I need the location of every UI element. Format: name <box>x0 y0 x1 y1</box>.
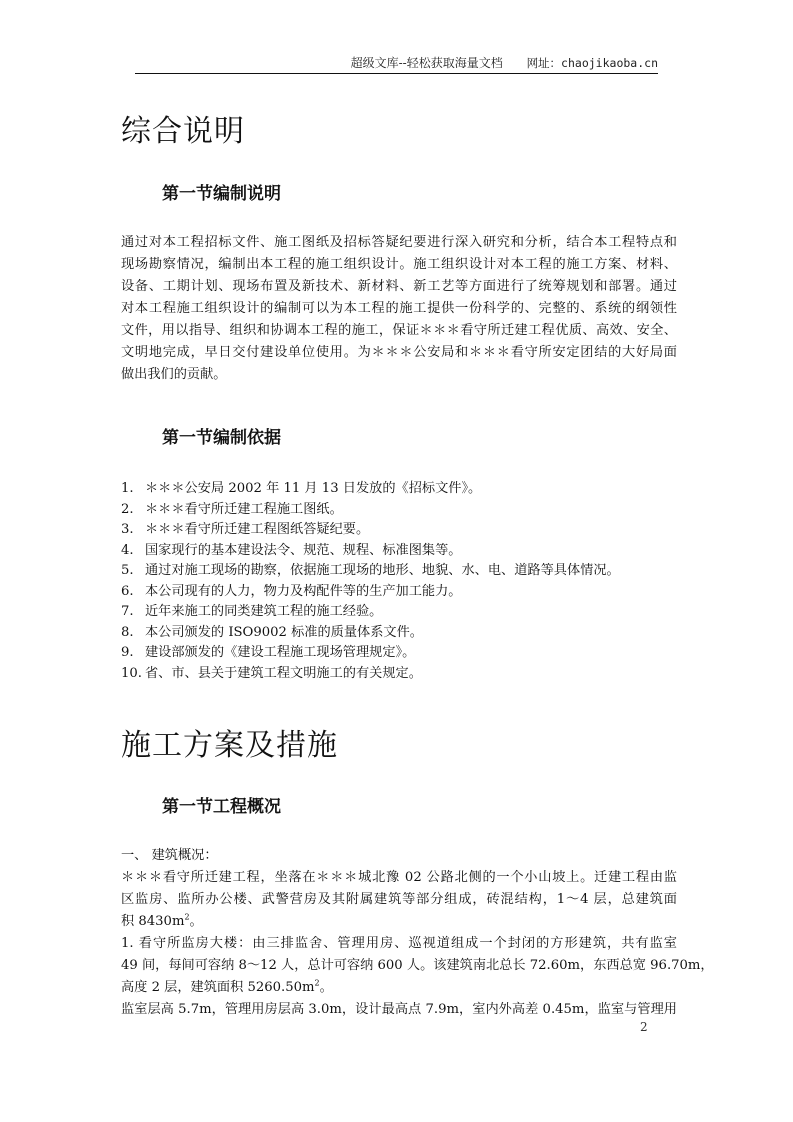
paragraph-line: 做出我们的贡献。 <box>121 367 227 382</box>
paragraph-line: 现场勘察情况，编制出本工程的施工组织设计。施工组织设计对本工程的施工方案、材料、 <box>121 257 677 272</box>
paragraph-line: 对本工程施工组织设计的编制可以为本工程的施工提供一份科学的、完整的、系统的纲领性 <box>121 301 677 316</box>
header-site-name: 超级文库--轻松获取海量文档 <box>350 56 503 70</box>
list-item: 9. 建设部颁发的《建设工程施工现场管理规定》。 <box>121 645 416 660</box>
subsection-title-compilation-basis: 第一节编制依据 <box>162 428 281 448</box>
paragraph-line: 区监房、监所办公楼、武警营房及其附属建筑等部分组成，砖混结构，1～4 层，总建筑面 <box>121 892 677 907</box>
header-rule <box>135 73 658 74</box>
list-item: 10. 省、市、县关于建筑工程文明施工的有关规定。 <box>121 665 422 681</box>
paragraph-line: 文明地完成，早日交付建设单位使用。为＊＊＊公安局和＊＊＊看守所安定团结的大好局面 <box>121 345 677 360</box>
list-item: 3. ＊＊＊看守所迁建工程图纸答疑纪要。 <box>121 522 370 537</box>
list-item: 4. 国家现行的基本建设法令、规范、规程、标准图集等。 <box>121 542 462 558</box>
paragraph-line: 1. 看守所监房大楼：由三排监舍、管理用房、巡视道组成一个封闭的方形建筑，共有监室 <box>121 936 677 951</box>
subsection-title-compilation-notes: 第一节编制说明 <box>162 184 281 204</box>
item-heading: 一、 建筑概况： <box>121 848 218 863</box>
header-url[interactable]: 网址：chaojikaoba.cn <box>526 56 658 70</box>
section-title-overview: 综合说明 <box>121 114 245 149</box>
paragraph-line: 通过对本工程招标文件、施工图纸及招标答疑纪要进行深入研究和分析，结合本工程特点和 <box>121 235 677 250</box>
list-item: 2. ＊＊＊看守所迁建工程施工图纸。 <box>121 501 343 517</box>
paragraph-line: 文件，用以指导、组织和协调本工程的施工，保证＊＊＊看守所迁建工程优质、高效、安全、 <box>121 323 677 338</box>
subsection-title-project-overview: 第一节工程概况 <box>162 797 281 817</box>
compilation-notes-paragraph <box>121 232 677 386</box>
paragraph-line: 高度 2 层，建筑面积 $5260.50m^2$。 <box>121 978 333 995</box>
list-item: 1. ＊＊＊公安局 2002 年 11 月 13 日发放的《招标文件》。 <box>121 481 482 496</box>
paragraph-line: ＊＊＊看守所迁建工程，坐落在＊＊＊城北豫 02 公路北侧的一个小山坡上。迁建工程由监 <box>121 870 677 885</box>
page-number: 2 <box>640 1020 648 1034</box>
list-item: 8. 本公司颁发的 ISO9002 标准的质量体系文件。 <box>121 624 423 640</box>
list-item: 6. 本公司现有的人力，物力及构配件等的生产加工能力。 <box>121 583 462 599</box>
section-title-construction-plan: 施工方案及措施 <box>121 728 338 763</box>
paragraph-line: 积 $8430m^2$。 <box>121 912 203 929</box>
paragraph-line: 49 间，每间可容纳 8～12 人，总计可容纳 600 人。该建筑南北总长 72.60m，东西总宽 96.70m， <box>121 958 714 973</box>
list-item: 5. 通过对施工现场的勘察，依据施工现场的地形、地貌、水、电、道路等具体情况。 <box>121 563 620 578</box>
compilation-basis-list <box>121 479 677 684</box>
list-item: 7. 近年来施工的同类建筑工程的施工经验。 <box>121 604 383 619</box>
paragraph-line: 设备、工期计划、现场布置及新技术、新材料、新工艺等方面进行了统筹规划和部署。通过 <box>121 279 677 294</box>
page-header <box>135 54 658 71</box>
project-overview-body <box>121 845 714 1021</box>
paragraph-line: 监室层高 5.7m，管理用房层高 3.0m，设计最高点 7.9m，室内外高差 0.45m，监室与管理用 <box>121 1002 677 1017</box>
